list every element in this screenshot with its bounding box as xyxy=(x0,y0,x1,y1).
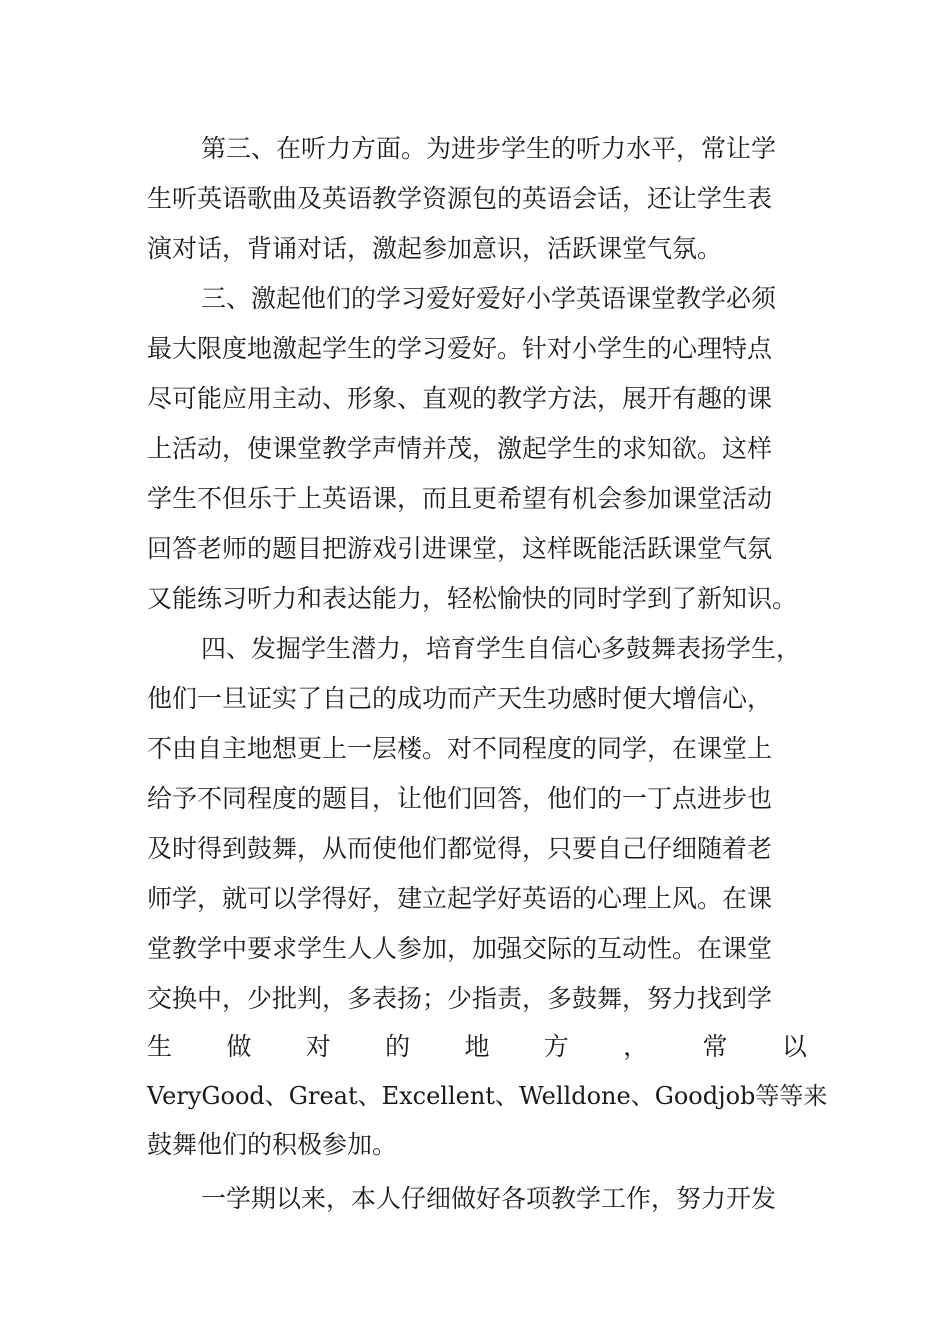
paragraph-line: 鼓舞他们的积极参加。 xyxy=(147,1130,398,1159)
paragraph-line: 及时得到鼓舞，从而使他们都觉得，只要自己仔细随着老 xyxy=(147,834,773,863)
paragraph-line: 生听英语歌曲及英语教学资源包的英语会话，还让学生表 xyxy=(147,184,773,213)
paragraph-line: 师学，就可以学得好，建立起学好英语的心理上风。在课 xyxy=(147,884,773,913)
spread-char: 的 xyxy=(385,1032,411,1061)
spread-char: 常 xyxy=(702,1032,728,1061)
paragraph-line: 四、发掘学生潜力，培育学生自信心多鼓舞表扬学生， xyxy=(201,634,802,663)
paragraph-line: 最大限度地激起学生的学习爱好。针对小学生的心理特点 xyxy=(147,334,773,363)
paragraph-line: 一学期以来，本人仔细做好各项教学工作，努力开发 xyxy=(201,1184,777,1213)
justified-line xyxy=(147,1022,807,1072)
paragraph-line: 演对话，背诵对话，激起参加意识，活跃课堂气氛。 xyxy=(147,234,723,263)
spread-char: 生 xyxy=(147,1032,173,1061)
spread-char: 以 xyxy=(781,1032,807,1061)
paragraph-line: 交换中，少批判，多表扬；少指责，多鼓舞，努力找到学 xyxy=(147,984,773,1013)
paragraph-line: 给予不同程度的题目，让他们回答，他们的一丁点进步也 xyxy=(147,784,773,813)
spread-char: 地 xyxy=(464,1032,490,1061)
paragraph-line: 第三、在听力方面。为进步学生的听力水平，常让学 xyxy=(201,134,777,163)
spread-char: 对 xyxy=(305,1032,331,1061)
paragraph-line: 他们一旦证实了自己的成功而产天生功感时便大增信心， xyxy=(147,684,773,713)
paragraph-line: VeryGood、Great、Excellent、Welldone、Goodjob等等来 xyxy=(147,1082,828,1110)
paragraph-line: 又能练习听力和表达能力，轻松愉快的同时学到了新知识。 xyxy=(147,584,798,613)
paragraph-line: 三、激起他们的学习爱好爱好小学英语课堂教学必须 xyxy=(201,284,777,313)
spread-char: 做 xyxy=(226,1032,252,1061)
paragraph-line: 学生不但乐于上英语课，而且更希望有机会参加课堂活动 xyxy=(147,484,773,513)
paragraph-line: 上活动，使课堂教学声情并茂，激起学生的求知欲。这样 xyxy=(147,434,773,463)
spread-char: ， xyxy=(623,1032,649,1061)
paragraph-line: 堂教学中要求学生人人参加，加强交际的互动性。在课堂 xyxy=(147,934,773,963)
paragraph-line: 不由自主地想更上一层楼。对不同程度的同学，在课堂上 xyxy=(147,734,773,763)
spread-char: 方 xyxy=(543,1032,569,1061)
paragraph-line: 回答老师的题目把游戏引进课堂，这样既能活跃课堂气氛 xyxy=(147,534,773,563)
paragraph-line: 尽可能应用主动、形象、直观的教学方法，展开有趣的课 xyxy=(147,384,773,413)
